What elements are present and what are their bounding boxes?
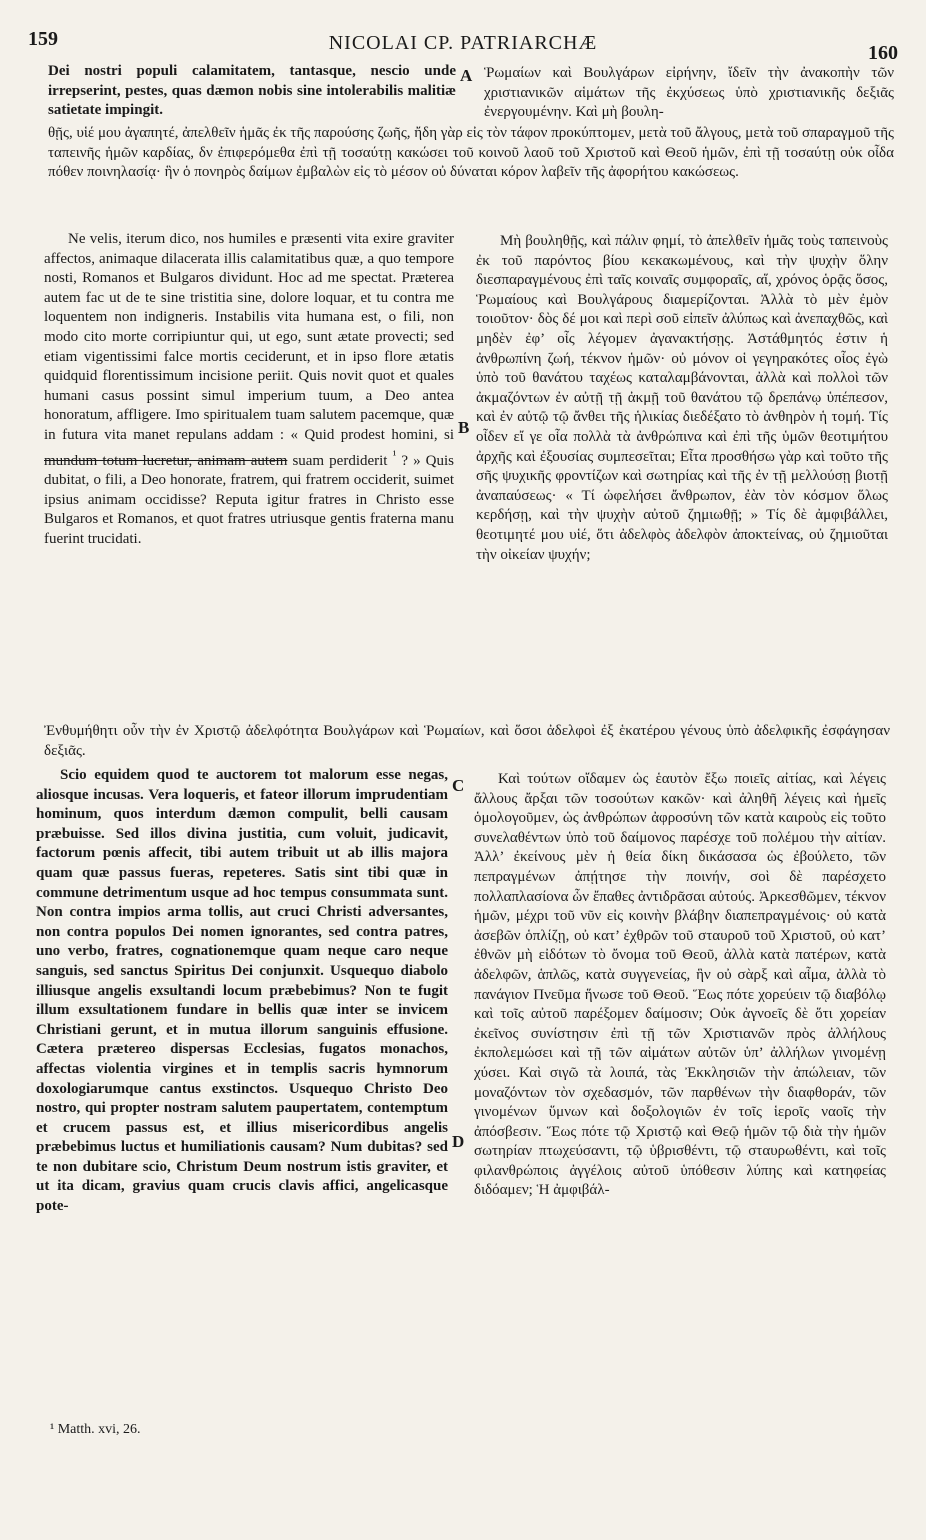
- greek-text: Ῥωμαίων καὶ Βουλγάρων εἰρήνην, ἴδεῖν τὴν ἀνακοπὴν τῶν χριστιανικῶν αἱμάτων τῆς ἐκχύσεως ὑπὸ χριστιανικῆς δεξιᾶς ἐνεργουμένην. Καὶ μὴ βουλη-: [484, 65, 894, 121]
- margin-marker-c: C: [452, 776, 465, 795]
- greek-text: Καὶ τούτων οἴδαμεν ὡς ἑαυτὸν ἔξω ποιεῖς αἰτίας, καὶ λέγεις ἄλλους ἄρξαι τῶν τοσούτων κακῶν· καὶ ἀληθῆ λέγεις καὶ ἡμεῖς ὁμολογοῦμεν, ὡς ἀνθρώπων ἀφροσύνη τῶν κατὰ καιροὺς εἰς τοῦτο συνελαθέντων ὑπὸ τοῦ δαίμονος παρέσχε τοῦ πολέμου τὴν αἰτίαν. Ἀλλ’ ἐκείνους μὲν ἡ θεία δίκη δικάσασα ὡς ἐβούλετο, τῶν πεπραγμένων ἀπῄτησε τὴν ποινήν, σοὶ δὲ παρέσχετο πολλαπλασίονα ὧν ἔπαθες ἀντιδρᾶσαι αὐτούς. Ἀρκεσθῶμεν, τέκνον ἡμῶν, μέχρι τοῦ νῦν εἰς κοινὴν βλάβην διαπεπραγμένοις· οὐ κατὰ ἀσεβῶν ὁπλίζῃ, οὐ κατ’ ἐχθρῶν τοῦ σταυροῦ τοῦ Χριστοῦ, οὐ κατ’ ἐθνῶν μὴ εἰδότων τὸ ὄνομα τοῦ Θεοῦ, ἀλλὰ κατὰ πατέρων, κατὰ ἀδελφῶν, ἁπλῶς, κατὰ συγγενείας, ἣν οὐ σὰρξ καὶ αἷμα, ἀλλὰ τὸ πανάγιον Πνεῦμα ἥνωσε τοῦ Θεοῦ. Ἕως πότε χορεύειν τῷ διαβόλῳ καὶ τοῖς αὐτοῦ παρέξομεν δαίμοσιν; Οὐκ ἀγνοεῖς δὲ ὅτι χορείαν ἐκεῖνος συνίστησιν ἐπὶ τῇ τῶν Χριστιανῶν πρὸς ἀλλήλους ἐκπολεμώσει καὶ τῇ τῶν αἱμάτων αὐτῶν ὑπ’ ἀλλήλων γινομένῃ χύσει. Καὶ σιγῶ τὰ λοιπά, τὰς Ἐκκλησιῶν τὴν ἀπώλειαν, τῶν μοναζόντων τὸν σχεδασμόν, τῶν παρθένων τὴν διαφθοράν, τῶν γινομένων ὕμνων καὶ δοξολογιῶν ἐν τοῖς ἱεροῖς ναοῖς τὴν ἀπόσβεσιν. Ἕως πότε τῷ Χριστῷ καὶ Θεῷ ἡμῶν τῷ διὰ τὴν ἡμῶν σωτηρίαν πτωχεύσαντι, τῷ ὑβρισθέντι, τῷ σταυρωθέντι, καὶ τοῖς φιλανθρώποις ἀγγέλοις αὐτοῦ ὑπόθεσιν λύπης καὶ κατηφείας διδόαμεν; Ἡ ἀμφιβάλ-: [474, 771, 886, 1199]
- latin-text: Scio equidem quod te auctorem tot malorum esse negas, aliosque incusas. Vera loqueris, et fateor illorum imprudentiam hominum, quos interdum dæmon compulit, belli causam præbuisse. Sed illos divina justitia, cum voluit, judicavit, factorum pœnis affecit, tibi autem tribuit ut ab illis majora quam quæ passus fueras, repeteres. Satis sint tibi quæ in commune detrimentum usque ad hoc tempus consummata sunt. Non contra impios arma tollis, aut cruci Christi adversantes, non contra populos Dei nomen ignorantes, sed contra patres, uno verbo, fratres, cognationemque quam neque caro neque sanguis, sed sanctus Spiritus Dei conjunxit. Usquequo diabolo illiusque angelis exsultandi locum præbebimus? Non te fugit illum exsultationem fundare in bellis quæ inter se invicem Christiani gerunt, et in mutua illorum sanguinis effusione. Cætera prætereo dispersas Ecclesias, fugatos monachos, affectas violentia virgines et in templis sacris hymnorum doxologiarumque cantus exstinctos. Usquequo Christo Deo nostro, qui propter nostram salutem paupertatem, contemptum et crucem passus est, et illius misericordibus angelis præbebimus luctus et humiliationis causam? Num dubitas? sed te non dubitare scio, Christum Deum nostrum istis graviter, et ut ita dicam, gravius quam crucis clavis affici, angelicasque pote-: [36, 767, 448, 1215]
- latin-text: ? » Quis dubitat, o fili, a Deo honorate, fratrem, qui fratrem occiderit, suimet ipsius animam occidisse? Reputa igitur fratres in Christo esse Bulgaros et Romanos, et quot fratres utriusque gentis fraterna manu fuerint trucidati.: [44, 452, 455, 547]
- page-number-left: 159: [28, 28, 58, 50]
- latin-text: Dei nostri populi calamitatem, tantasque, nescio unde irrepserint, pestes, quas dæmon nobis sine intolerabilis malitiæ satietate impingit.: [48, 63, 456, 119]
- greek-text: Μὴ βουληθῇς, καὶ πάλιν φημί, τὸ ἀπελθεῖν ἡμᾶς τοὺς ταπεινοὺς ἐκ τοῦ παρόντος βίου κεκακωμένους, καὶ τὴν ψυχὴν ὅλην διεσπαραγμένους ἐπὶ ταῖς κοιναῖς συμφοραῖς, αἵ, χρόνος ὁρᾷς ὅσος, Ῥωμαίους καὶ Βουλγάρους διαμερίζονται. Ἀλλὰ τὸ μὲν ἐμὸν τοιοῦτον· δὸς δέ μοι καὶ περὶ σοῦ εἰπεῖν ἀλύπως καὶ ἀνεπαχθῶς, καὶ μηδὲν ἐφ’ οἷς λέγομεν ἀγανακτήσῃς. Ἀστάθμητός ἐστιν ἡ ἀνθρωπίνη ζωή, τέκνον ἡμῶν· οὐ μόνον οἱ γεγηρακότες οἷος ἐγὼ ὑπὸ τοῦ θανάτου ταχέως καταλαμβάνονται, ἀλλὰ καὶ πολλοὶ τῶν ἀκμαζόντων ἐν αὐτῇ τῇ ἀκμῇ τοῦ θανάτου τῷ δρεπάνῳ ὑπέπεσον, καὶ ἐν αὐτῷ τῷ ἄνθει τῆς ἡλικίας διεδέξατο τὸ ἀνθηρὸν ἡ τομή. Τίς οἶδεν εἴ γε οἷα πολλὰ τὰ ἀνθρώπινα καὶ ἐπὶ τῆς ὑμῶν θεοτιμήτου ἀρχῆς καὶ ἐξουσίας συμπεσεῖται; Εἶτα προσθήσω γὰρ καὶ τοῦτο τῆς σῆς ψυχικῆς φροντίζων καὶ σωτηρίας καὶ τῆς ἐν τῇ μελλούσῃ βιοτῇ ἀναπαύσεως· « Τί ὠφελήσει ἄνθρωπον, ἐὰν τὸν κόσμον ὅλως κερδήσῃ, καὶ τὴν ψυχὴν αὐτοῦ ζημιωθῇ; » Τίς δὲ ἀμφιβάλλει, θεοτιμητέ μου υἱέ, ὅτι ἀδελφὸς ἀδελφὸν ἀποκτείνας, οὐ ζημιοῦται τὴν οἰκείαν ψυχήν;: [476, 233, 888, 563]
- page-number-right: 160: [868, 42, 898, 64]
- latin-text: suam perdiderit: [292, 452, 388, 469]
- footnote: ¹ Matth. xvi, 26.: [50, 1422, 141, 1437]
- latin-paragraph-top: [48, 62, 456, 121]
- running-title: NICOLAI CP. PATRIARCHÆ: [328, 32, 598, 54]
- latin-paragraph-bottom: [36, 766, 448, 1217]
- greek-paragraph-bottom: [474, 770, 886, 1201]
- greek-paragraph-full-1: [48, 124, 894, 183]
- greek-paragraph-full-2: [44, 722, 890, 761]
- greek-text: θῇς, υἱέ μου ἀγαπητέ, ἀπελθεῖν ἡμᾶς ἐκ τῆς παρούσης ζωῆς, ἤδη γὰρ εἰς τὸν τάφον προκύπτομεν, μετὰ τοῦ ἄλγους, μετὰ τοῦ σπαραγμοῦ τῆς ταπεινῆς ἡμῶν καρδίας, δν ἐπιφερόμεθα ἐπὶ τῇ τοσαύτῃ κακώσει τοῦ κοινοῦ λαοῦ τοῦ Χριστοῦ καὶ Θεοῦ ἡμῶν, ἐπὶ τῇ τοσαύτῃ οὐκ οἶδα πόθεν ποινηλασίᾳ· ἣν ὁ πονηρὸς δαίμων ἐμβαλὼν εἰς τὸ μέσον οὐ δύναται κόρον λαβεῖν τῆς ἀφορήτου κακώσεως.: [48, 125, 894, 181]
- greek-paragraph-top: [484, 64, 894, 123]
- greek-text: Ἐνθυμήθητι οὖν τὴν ἐν Χριστῷ ἀδελφότητα Βουλγάρων καὶ Ῥωμαίων, καὶ ὅσοι ἀδελφοὶ ἐξ ἑκατέρου γένους ὑπὸ ἀδελφικῆς ἐσφάγησαν δεξιᾶς.: [44, 723, 890, 759]
- struck-text: mundum totum lucretur, animam autem: [44, 452, 288, 469]
- page-header: [28, 22, 898, 64]
- margin-marker-a: A: [460, 66, 473, 85]
- margin-marker-d: D: [452, 1132, 465, 1151]
- latin-text: Ne velis, iterum dico, nos humiles e præsenti vita exire graviter affectos, animaque dilacerata illis calamitatibus quæ, a quo tempore nosti, Romanos et Bulgaros dividunt. Hoc ad me spectat. Præterea autem fac ut de te sine tristitia sine, dolore loquar, et tu contra me loquentem non indigneris. Instabilis vita humana est, o fili, non modo cito morte corripiuntur qui, ut ego, sunt ætate provecti; sed etiam vigentissimi falce mortis ceciderunt, et in ipso flore ætatis quidquid florentissimum incisione periit. Quis novit quot et quales humani casus possint simul imperium tuum, a Deo antea honoratum, affligere. Imo spiritualem tuam salutem pacemque, quæ in futura vita manet repulans addam : « Quid prodest homini, si: [44, 231, 454, 443]
- footnote-mark: ¹: [392, 447, 397, 462]
- latin-paragraph-middle: [44, 230, 454, 550]
- greek-paragraph-middle: [476, 232, 888, 565]
- margin-marker-b: B: [458, 418, 470, 437]
